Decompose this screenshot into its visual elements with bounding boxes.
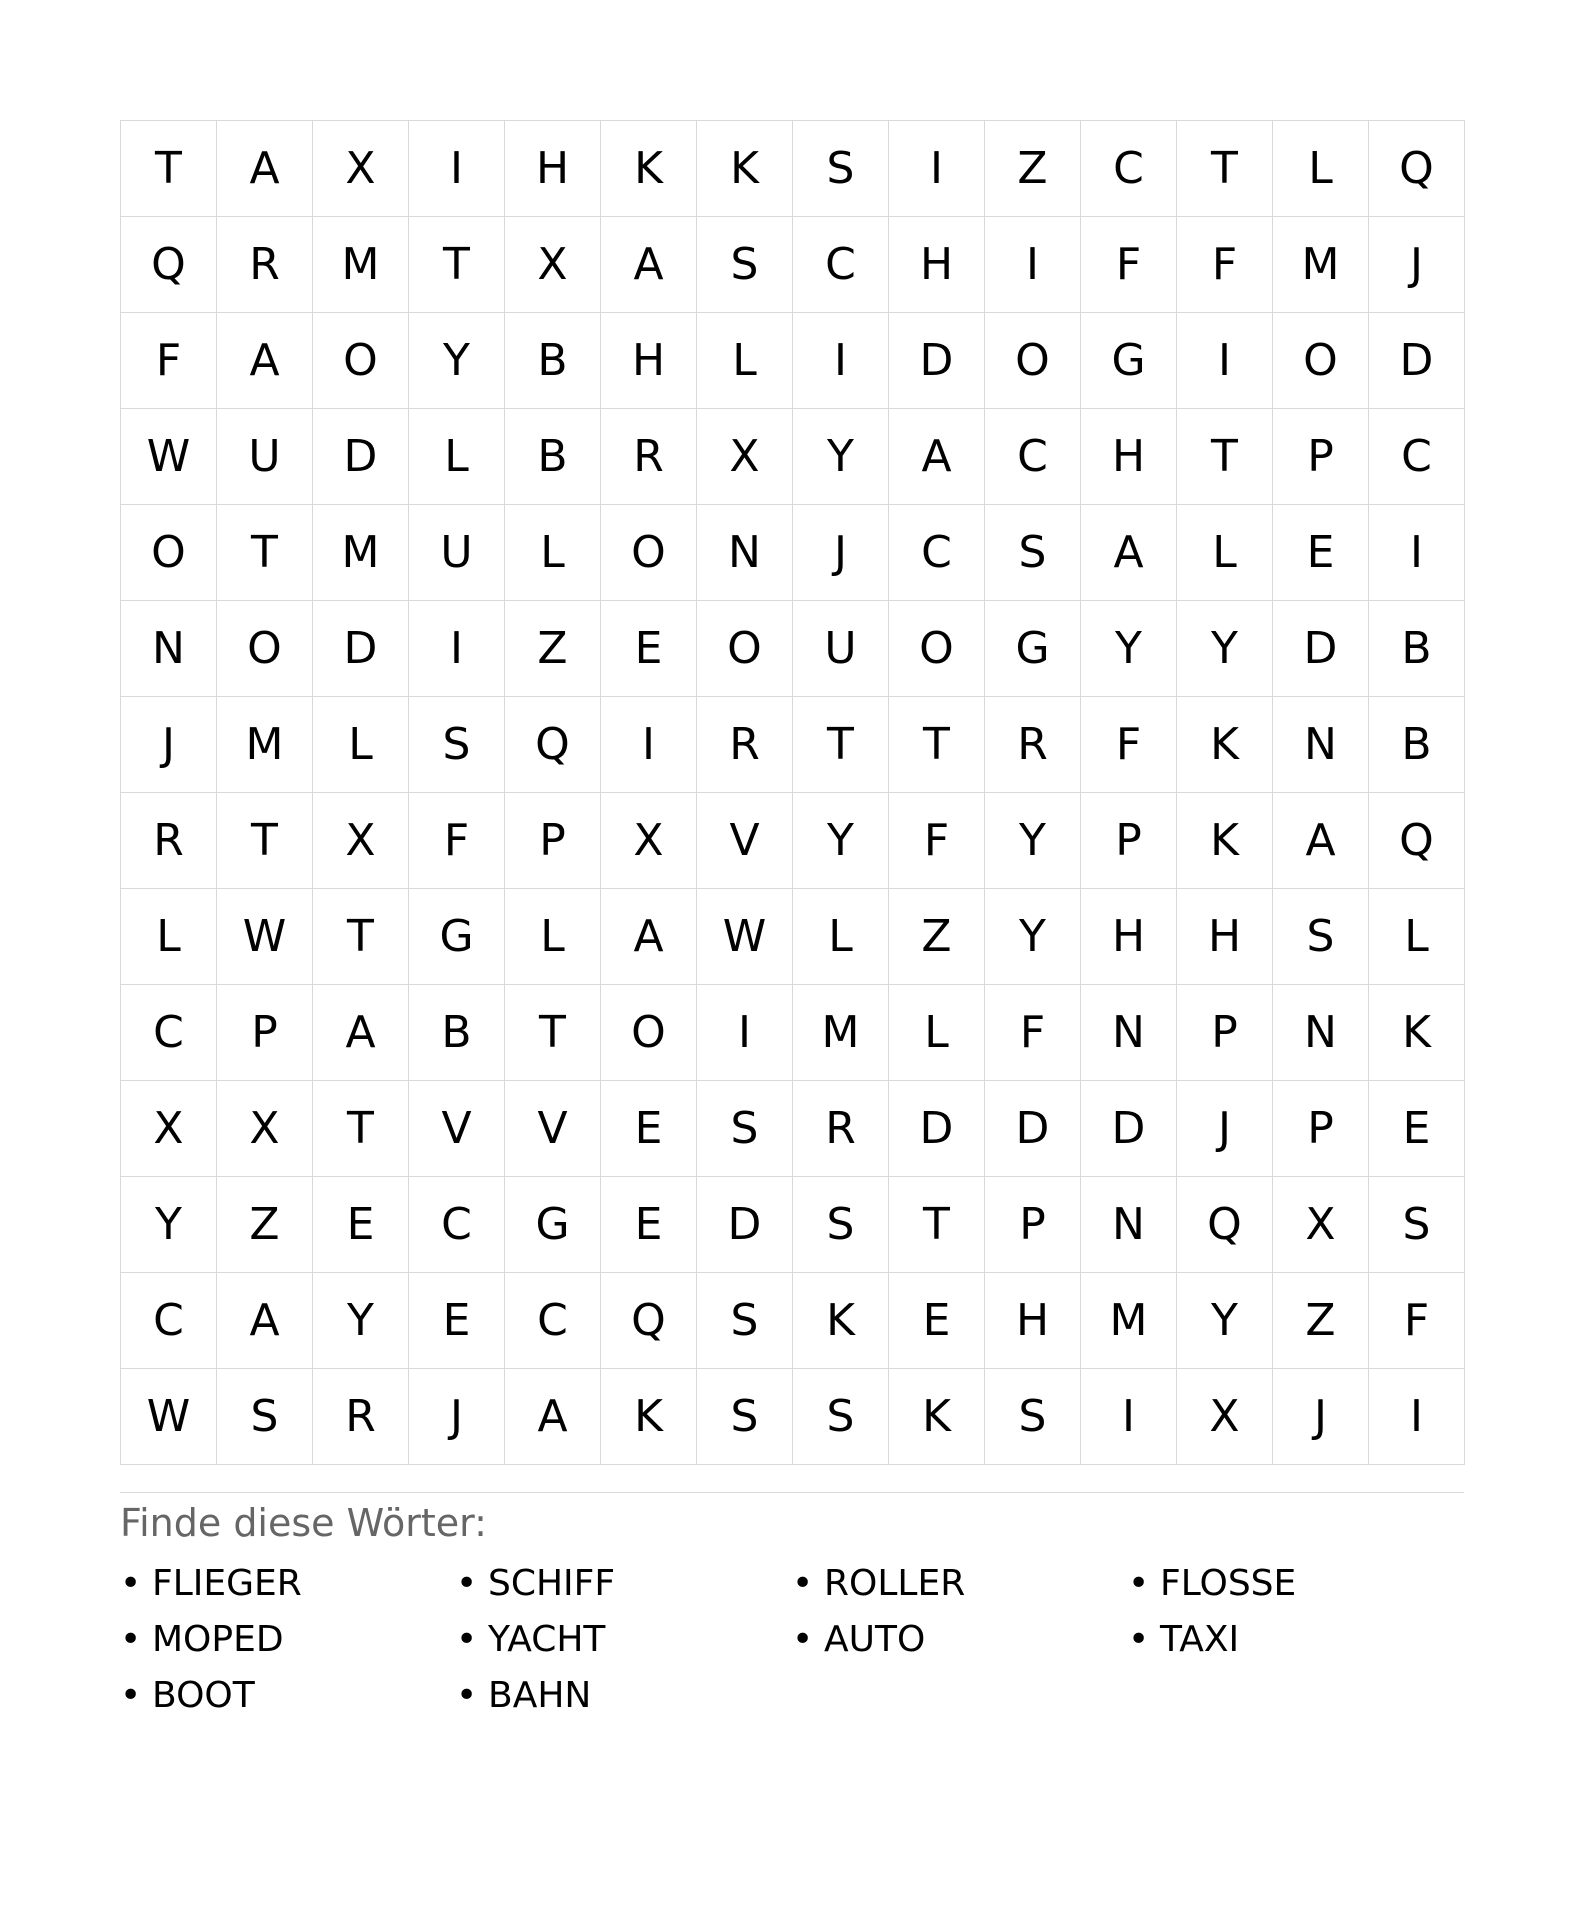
word-list-item — [792, 1612, 1128, 1668]
grid-cell[interactable]: I — [1177, 313, 1273, 409]
grid-cell[interactable]: G — [505, 1177, 601, 1273]
grid-cell[interactable]: P — [1177, 985, 1273, 1081]
grid-cell[interactable]: O — [985, 313, 1081, 409]
grid-cell[interactable]: K — [697, 121, 793, 217]
grid-cell[interactable]: Q — [601, 1273, 697, 1369]
grid-cell[interactable]: P — [1081, 793, 1177, 889]
word-label: SCHIFF — [488, 1563, 616, 1604]
grid-cell[interactable]: C — [121, 1273, 217, 1369]
grid-cell[interactable]: T — [505, 985, 601, 1081]
grid-cell[interactable]: M — [313, 217, 409, 313]
grid-cell[interactable]: E — [1273, 505, 1369, 601]
grid-cell[interactable]: S — [697, 1081, 793, 1177]
word-list — [120, 1556, 1464, 1724]
grid-cell[interactable]: I — [601, 697, 697, 793]
grid-cell[interactable]: D — [313, 601, 409, 697]
word-list-item — [792, 1556, 1128, 1612]
grid-cell[interactable]: N — [1081, 985, 1177, 1081]
grid-cell[interactable]: T — [889, 1177, 985, 1273]
grid-cell[interactable]: J — [1177, 1081, 1273, 1177]
grid-cell[interactable]: K — [793, 1273, 889, 1369]
grid-cell[interactable]: F — [1369, 1273, 1465, 1369]
grid-cell[interactable]: I — [1369, 1369, 1465, 1465]
grid-cell[interactable]: R — [601, 409, 697, 505]
grid-cell[interactable]: J — [121, 697, 217, 793]
grid-cell[interactable]: E — [313, 1177, 409, 1273]
grid-cell[interactable]: V — [505, 1081, 601, 1177]
word-label: BAHN — [488, 1675, 592, 1716]
grid-cell[interactable]: Q — [121, 217, 217, 313]
grid-cell[interactable]: Q — [1369, 121, 1465, 217]
word-label: MOPED — [152, 1619, 284, 1660]
grid-cell[interactable]: A — [217, 121, 313, 217]
grid-cell[interactable]: O — [217, 601, 313, 697]
grid-cell[interactable]: W — [697, 889, 793, 985]
grid-cell[interactable]: Q — [1369, 793, 1465, 889]
grid-cell[interactable]: T — [313, 889, 409, 985]
grid-cell[interactable]: L — [1273, 121, 1369, 217]
grid-cell[interactable]: X — [217, 1081, 313, 1177]
word-list-item — [456, 1612, 792, 1668]
grid-cell[interactable]: L — [1177, 505, 1273, 601]
grid-cell[interactable]: L — [889, 985, 985, 1081]
grid-cell[interactable]: X — [505, 217, 601, 313]
grid-cell[interactable]: U — [793, 601, 889, 697]
grid-cell[interactable]: Z — [505, 601, 601, 697]
grid-cell[interactable]: L — [793, 889, 889, 985]
grid-cell[interactable]: L — [505, 889, 601, 985]
grid-cell[interactable]: I — [793, 313, 889, 409]
word-list-item — [456, 1668, 792, 1724]
grid-cell[interactable]: C — [121, 985, 217, 1081]
word-list-item — [1128, 1612, 1464, 1668]
grid-cell[interactable]: N — [121, 601, 217, 697]
grid-cell[interactable]: E — [889, 1273, 985, 1369]
word-list-item — [120, 1612, 456, 1668]
word-label: BOOT — [152, 1675, 255, 1716]
grid-cell[interactable]: D — [1081, 1081, 1177, 1177]
grid-cell[interactable]: J — [1369, 217, 1465, 313]
grid-cell[interactable]: O — [601, 505, 697, 601]
grid-cell[interactable]: T — [217, 505, 313, 601]
grid-cell[interactable]: L — [1369, 889, 1465, 985]
grid-cell[interactable]: Y — [121, 1177, 217, 1273]
grid-cell[interactable]: D — [1273, 601, 1369, 697]
grid-cell[interactable]: T — [313, 1081, 409, 1177]
grid-cell[interactable]: D — [313, 409, 409, 505]
grid-cell[interactable]: I — [985, 217, 1081, 313]
grid-cell[interactable]: S — [409, 697, 505, 793]
grid-cell[interactable]: X — [1273, 1177, 1369, 1273]
grid-cell[interactable]: B — [1369, 601, 1465, 697]
grid-cell[interactable]: T — [793, 697, 889, 793]
bullet-icon: • — [120, 1563, 142, 1604]
grid-cell[interactable]: H — [1081, 409, 1177, 505]
grid-cell[interactable]: A — [217, 1273, 313, 1369]
grid-cell[interactable]: K — [1369, 985, 1465, 1081]
grid-cell[interactable]: M — [1273, 217, 1369, 313]
bullet-icon: • — [1128, 1619, 1150, 1660]
grid-cell[interactable]: X — [697, 409, 793, 505]
grid-cell[interactable]: I — [889, 121, 985, 217]
word-label: TAXI — [1160, 1619, 1240, 1660]
grid-cell[interactable]: I — [697, 985, 793, 1081]
grid-cell[interactable]: N — [1081, 1177, 1177, 1273]
grid-cell[interactable]: M — [217, 697, 313, 793]
word-label: YACHT — [488, 1619, 606, 1660]
bullet-icon: • — [1128, 1563, 1150, 1604]
grid-cell[interactable]: E — [601, 1177, 697, 1273]
grid-cell[interactable]: A — [1081, 505, 1177, 601]
grid-cell[interactable]: E — [601, 601, 697, 697]
grid-cell[interactable]: C — [1081, 121, 1177, 217]
grid-cell[interactable]: O — [601, 985, 697, 1081]
word-list-title: Finde diese Wörter: — [120, 1501, 487, 1545]
grid-cell[interactable]: I — [409, 121, 505, 217]
grid-cell[interactable]: S — [793, 1369, 889, 1465]
grid-cell[interactable]: C — [985, 409, 1081, 505]
grid-cell[interactable]: R — [121, 793, 217, 889]
grid-cell[interactable]: Z — [1273, 1273, 1369, 1369]
grid-cell[interactable]: Y — [409, 313, 505, 409]
word-list-item — [456, 1556, 792, 1612]
grid-cell[interactable]: W — [217, 889, 313, 985]
grid-cell[interactable]: W — [121, 409, 217, 505]
grid-cell[interactable]: H — [1177, 889, 1273, 985]
grid-cell[interactable]: R — [217, 217, 313, 313]
grid-cell[interactable]: W — [121, 1369, 217, 1465]
grid-cell[interactable]: A — [889, 409, 985, 505]
grid-cell[interactable]: B — [505, 313, 601, 409]
bullet-icon: • — [120, 1619, 142, 1660]
grid-cell[interactable]: F — [409, 793, 505, 889]
grid-cell[interactable]: R — [697, 697, 793, 793]
grid-cell[interactable]: I — [1369, 505, 1465, 601]
grid-cell[interactable]: Y — [313, 1273, 409, 1369]
letter-grid — [120, 120, 1465, 1465]
grid-cell[interactable]: V — [697, 793, 793, 889]
grid-cell[interactable]: A — [601, 889, 697, 985]
grid-cell[interactable]: G — [1081, 313, 1177, 409]
grid-cell[interactable]: F — [889, 793, 985, 889]
grid-cell[interactable]: C — [793, 217, 889, 313]
grid-cell[interactable]: Y — [985, 793, 1081, 889]
bullet-icon: • — [456, 1619, 478, 1660]
grid-cell[interactable]: K — [601, 121, 697, 217]
grid-cell[interactable]: Z — [985, 121, 1081, 217]
grid-cell[interactable]: K — [889, 1369, 985, 1465]
grid-cell[interactable]: S — [1369, 1177, 1465, 1273]
grid-cell[interactable]: E — [409, 1273, 505, 1369]
word-label: FLOSSE — [1160, 1563, 1297, 1604]
grid-cell[interactable]: E — [1369, 1081, 1465, 1177]
grid-cell[interactable]: M — [793, 985, 889, 1081]
grid-cell[interactable]: Z — [889, 889, 985, 985]
grid-cell[interactable]: D — [697, 1177, 793, 1273]
grid-cell[interactable]: S — [697, 1369, 793, 1465]
bullet-icon: • — [456, 1675, 478, 1716]
grid-cell[interactable]: P — [1273, 409, 1369, 505]
grid-cell[interactable]: C — [1369, 409, 1465, 505]
grid-cell[interactable]: O — [1273, 313, 1369, 409]
grid-cell[interactable]: Q — [1177, 1177, 1273, 1273]
word-list-item — [120, 1556, 456, 1612]
grid-cell[interactable]: L — [121, 889, 217, 985]
grid-cell[interactable]: P — [217, 985, 313, 1081]
grid-cell[interactable]: Y — [793, 409, 889, 505]
grid-cell[interactable]: F — [985, 985, 1081, 1081]
grid-cell[interactable]: H — [889, 217, 985, 313]
grid-cell[interactable]: R — [985, 697, 1081, 793]
bullet-icon: • — [456, 1563, 478, 1604]
grid-cell[interactable]: L — [409, 409, 505, 505]
grid-cell[interactable]: Y — [1177, 1273, 1273, 1369]
grid-cell[interactable]: K — [1177, 793, 1273, 889]
grid-cell[interactable]: T — [889, 697, 985, 793]
grid-cell[interactable]: F — [1081, 217, 1177, 313]
grid-cell[interactable]: D — [889, 313, 985, 409]
word-label: ROLLER — [824, 1563, 966, 1604]
grid-cell[interactable]: O — [889, 601, 985, 697]
grid-cell[interactable]: Q — [505, 697, 601, 793]
grid-cell[interactable]: K — [601, 1369, 697, 1465]
grid-cell[interactable]: T — [121, 121, 217, 217]
grid-cell[interactable]: D — [889, 1081, 985, 1177]
grid-cell[interactable]: F — [1177, 217, 1273, 313]
grid-cell[interactable]: V — [409, 1081, 505, 1177]
grid-cell[interactable]: H — [985, 1273, 1081, 1369]
grid-cell[interactable]: I — [409, 601, 505, 697]
bullet-icon: • — [120, 1675, 142, 1716]
grid-cell[interactable]: J — [409, 1369, 505, 1465]
grid-cell[interactable]: S — [697, 217, 793, 313]
grid-cell[interactable]: P — [505, 793, 601, 889]
grid-cell[interactable]: S — [793, 121, 889, 217]
grid-cell[interactable]: O — [697, 601, 793, 697]
grid-cell[interactable]: F — [1081, 697, 1177, 793]
grid-cell[interactable]: P — [985, 1177, 1081, 1273]
grid-cell[interactable]: D — [985, 1081, 1081, 1177]
grid-cell[interactable]: E — [601, 1081, 697, 1177]
grid-cell[interactable]: A — [505, 1369, 601, 1465]
grid-cell[interactable]: U — [217, 409, 313, 505]
grid-cell[interactable]: R — [313, 1369, 409, 1465]
grid-cell[interactable]: U — [409, 505, 505, 601]
grid-cell[interactable]: H — [505, 121, 601, 217]
grid-cell[interactable]: M — [1081, 1273, 1177, 1369]
grid-cell[interactable]: N — [1273, 985, 1369, 1081]
word-list-item — [120, 1668, 456, 1724]
grid-cell[interactable]: X — [313, 793, 409, 889]
grid-cell[interactable]: A — [601, 217, 697, 313]
grid-cell[interactable]: L — [697, 313, 793, 409]
grid-cell[interactable]: C — [889, 505, 985, 601]
grid-cell[interactable]: B — [505, 409, 601, 505]
grid-cell[interactable]: J — [1273, 1369, 1369, 1465]
grid-cell[interactable]: S — [217, 1369, 313, 1465]
grid-cell[interactable]: O — [121, 505, 217, 601]
grid-cell[interactable]: D — [1369, 313, 1465, 409]
grid-cell[interactable]: Y — [985, 889, 1081, 985]
grid-cell[interactable]: B — [1369, 697, 1465, 793]
grid-cell[interactable]: X — [121, 1081, 217, 1177]
grid-cell[interactable]: S — [985, 505, 1081, 601]
grid-cell[interactable]: A — [1273, 793, 1369, 889]
grid-cell[interactable]: Y — [1177, 601, 1273, 697]
bullet-icon: • — [792, 1563, 814, 1604]
grid-cell[interactable]: T — [1177, 121, 1273, 217]
grid-cell[interactable]: R — [793, 1081, 889, 1177]
grid-cell[interactable]: S — [1273, 889, 1369, 985]
grid-cell[interactable]: A — [217, 313, 313, 409]
word-list-item — [1128, 1556, 1464, 1612]
grid-cell[interactable]: C — [409, 1177, 505, 1273]
word-label: AUTO — [824, 1619, 926, 1660]
grid-cell[interactable]: S — [697, 1273, 793, 1369]
grid-cell[interactable]: Z — [217, 1177, 313, 1273]
divider — [120, 1492, 1464, 1493]
grid-cell[interactable]: G — [409, 889, 505, 985]
grid-cell[interactable]: S — [793, 1177, 889, 1273]
grid-cell[interactable]: C — [505, 1273, 601, 1369]
grid-cell[interactable]: H — [1081, 889, 1177, 985]
grid-cell[interactable]: N — [697, 505, 793, 601]
grid-cell[interactable]: H — [601, 313, 697, 409]
grid-cell[interactable]: T — [1177, 409, 1273, 505]
grid-cell[interactable]: G — [985, 601, 1081, 697]
bullet-icon: • — [792, 1619, 814, 1660]
grid-cell[interactable]: F — [121, 313, 217, 409]
grid-cell[interactable]: X — [601, 793, 697, 889]
grid-cell[interactable]: X — [313, 121, 409, 217]
grid-cell[interactable]: B — [409, 985, 505, 1081]
word-label: FLIEGER — [152, 1563, 302, 1604]
grid-cell[interactable]: T — [409, 217, 505, 313]
grid-cell[interactable]: K — [1177, 697, 1273, 793]
grid-cell[interactable]: M — [313, 505, 409, 601]
grid-cell[interactable]: X — [1177, 1369, 1273, 1465]
grid-cell[interactable]: T — [217, 793, 313, 889]
grid-cell[interactable]: I — [1081, 1369, 1177, 1465]
grid-cell[interactable]: P — [1273, 1081, 1369, 1177]
grid-cell[interactable]: S — [985, 1369, 1081, 1465]
grid-cell[interactable]: Y — [1081, 601, 1177, 697]
grid-cell[interactable]: L — [505, 505, 601, 601]
grid-cell[interactable]: O — [313, 313, 409, 409]
grid-cell[interactable]: L — [313, 697, 409, 793]
grid-cell[interactable]: N — [1273, 697, 1369, 793]
grid-cell[interactable]: A — [313, 985, 409, 1081]
grid-cell[interactable]: Y — [793, 793, 889, 889]
grid-cell[interactable]: J — [793, 505, 889, 601]
